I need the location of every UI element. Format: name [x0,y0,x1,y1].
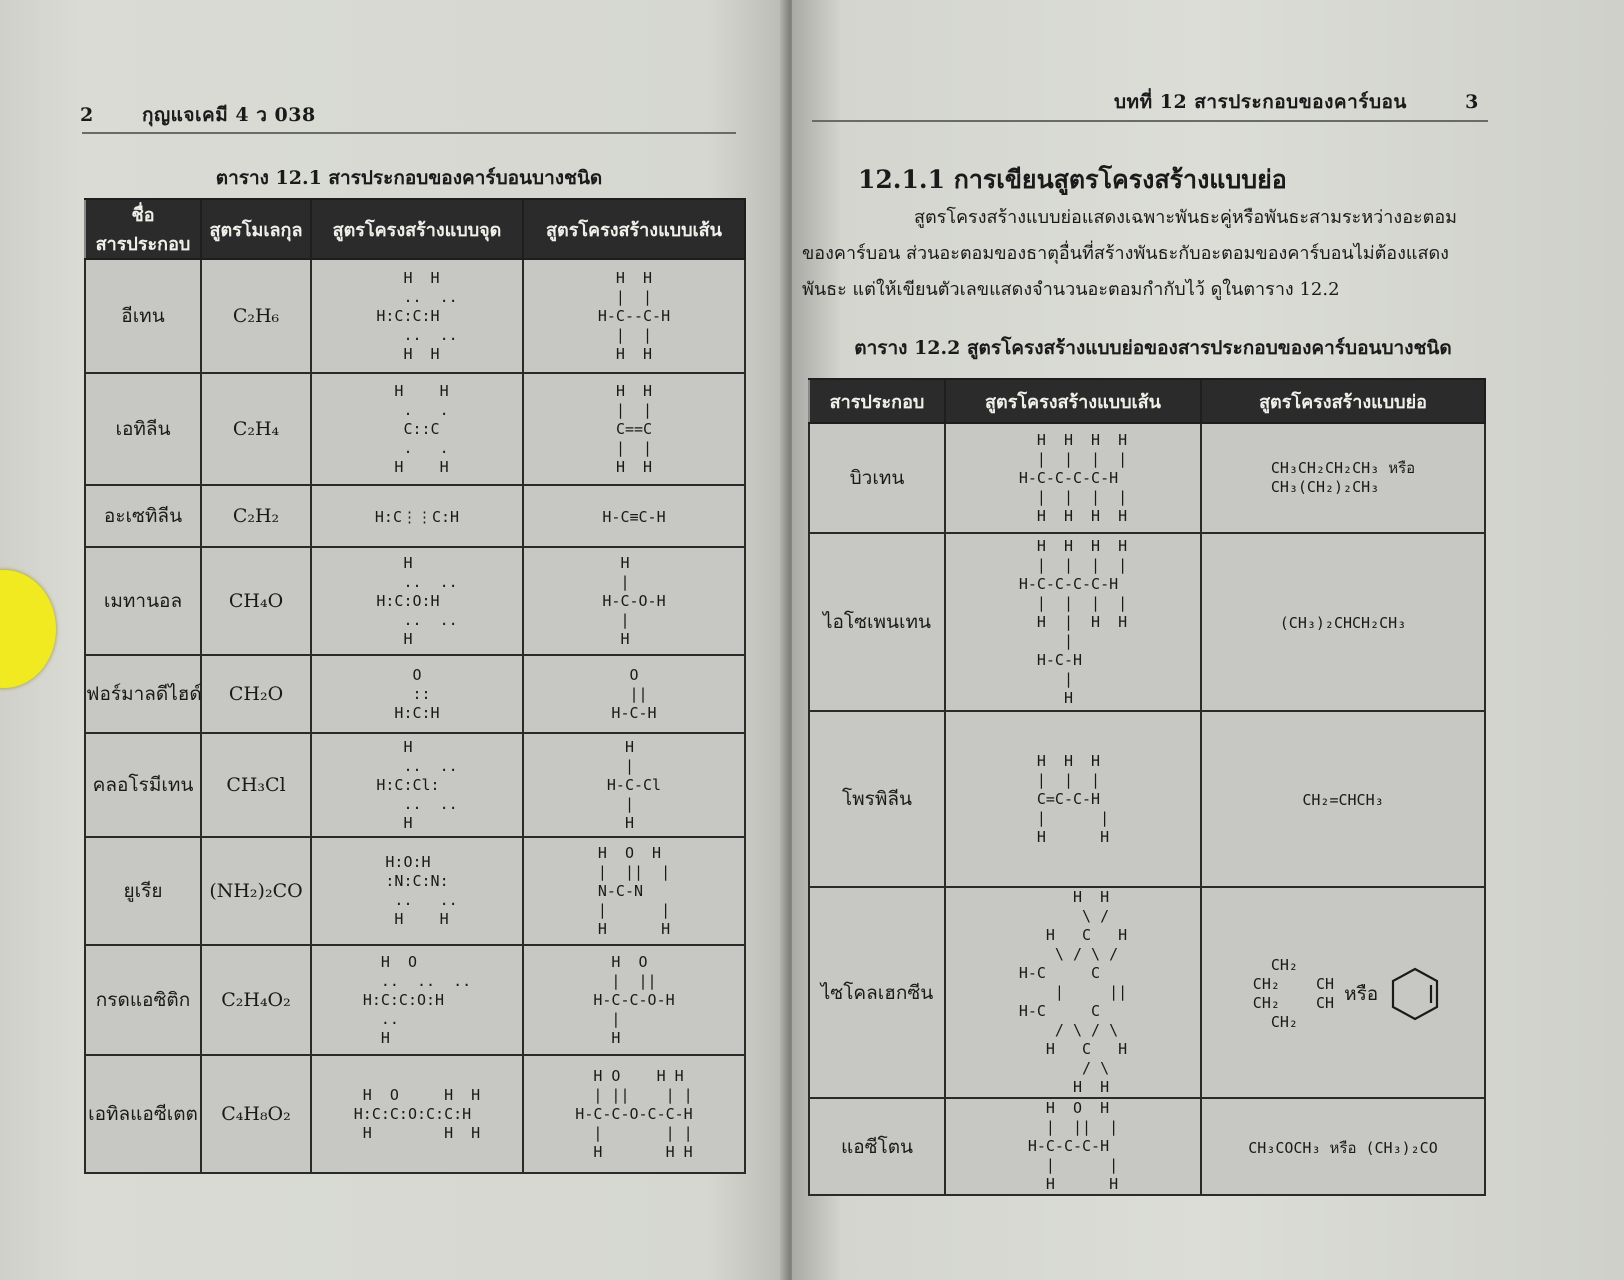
dot-formula: H .. .. H:C:Cl: .. .. H [376,737,458,832]
section-title: 12.1.1 การเขียนสูตรโครงสร้างแบบย่อ [858,165,1287,194]
condensed-formula: CH₃CH₂CH₂CH₃ หรือ CH₃(CH₂)₂CH₃ [1270,459,1416,496]
dot-cell [311,259,523,373]
line-formula: H H H H | | | | H-C-C-C-C-H | | | | H H H H [1018,430,1128,525]
condensed-formula: CH₂ CH₂ CH CH₂ CH CH₂ [1252,956,1335,1031]
dot-cell [311,373,523,485]
line-cell [945,887,1201,1098]
column-header: สูตรโครงสร้างแบบเส้น [945,379,1201,423]
column-header: สารประกอบ [809,379,945,423]
column-header: ชื่อสารประกอบ [85,199,201,259]
line-cell [523,733,745,837]
dot-cell [311,485,523,547]
line-cell [523,373,745,485]
name-cell: กรดแอซิติก [85,945,201,1055]
line-formula: H H H | | | C=C-C-H | | H H [1036,751,1110,846]
line-cell [523,259,745,373]
dot-cell [311,1055,523,1173]
line-formula: H | H-C-Cl | H [606,737,662,832]
table-header-row [85,199,745,259]
header-rule [812,120,1488,122]
line-formula: H O H | || | H-C-C-C-H | | H H [1027,1099,1119,1193]
table-row [809,1098,1485,1195]
name-cell: อีเทน [85,259,201,373]
name-cell: บิวเทน [809,423,945,533]
running-title: กุญแจเคมี 4 ว 038 [141,104,316,126]
line-cell [523,837,745,945]
dot-cell [311,733,523,837]
table-row [85,733,745,837]
column-header: สูตรโครงสร้างแบบเส้น [523,199,745,259]
name-cell: เอทิลีน [85,373,201,485]
table-row [85,837,745,945]
line-cell [523,655,745,733]
line-formula: H O H | || | N-C-N | | H H [597,843,671,938]
line-formula: H O H H | || | | H-C-C-O-C-C-H | | | H H H [575,1066,693,1161]
dot-cell [311,837,523,945]
dot-cell [311,547,523,655]
line-formula: H O | || H-C-C-O-H | H [593,952,675,1047]
line-formula: H | H-C-O-H | H [602,553,666,648]
paragraph-line: ของคาร์บอน ส่วนอะตอมของธาตุอื่นที่สร้างพันธะกับอะตอมของคาร์บอนไม่ต้องแสดง [802,243,1449,264]
mf-cell: CH₂O [201,655,311,733]
line-cell [945,1098,1201,1195]
name-cell: แอซีโตน [809,1098,945,1195]
table-row [809,711,1485,887]
line-cell [523,945,745,1055]
column-header: สูตรโครงสร้างแบบย่อ [1201,379,1485,423]
table-row [809,887,1485,1098]
name-cell: ไอโซเพนเทน [809,533,945,711]
table-row [809,423,1485,533]
line-formula: H H | | C==C | | H H [615,381,653,476]
table-row [809,533,1485,711]
running-title: บทที่ 12 สารประกอบของคาร์บอน [1114,91,1407,113]
line-cell [523,1055,745,1173]
header-rule [82,132,736,134]
name-cell: คลอโรมีเทน [85,733,201,837]
mf-cell: C₂H₄ [201,373,311,485]
table-row [85,485,745,547]
line-formula: O || H-C-H [611,665,657,722]
condensed-formula: (CH₃)₂CHCH₂CH₃ [1279,614,1407,632]
name-cell: เอทิลแอซีเตต [85,1055,201,1173]
column-header: สูตรโมเลกุล [201,199,311,259]
left-page [0,0,788,1280]
page-header-right [1114,87,1479,117]
table-row [85,1055,745,1173]
name-cell: เมทานอล [85,547,201,655]
paragraph-line: สูตรโครงสร้างแบบย่อแสดงเฉพาะพันธะคู่หรือพันธะสามระหว่างอะตอม [914,207,1458,228]
mf-cell: C₄H₈O₂ [201,1055,311,1173]
mf-cell: C₂H₂ [201,485,311,547]
cyclohexene-ring-icon [1388,965,1442,1023]
dot-formula: H:C⋮⋮C:H [374,508,460,526]
dot-formula: H O .. .. .. H:C:C:O:H .. H [362,952,472,1047]
line-formula: H-C≡C-H [602,508,666,526]
page-header-left [80,100,316,130]
line-cell [523,547,745,655]
line-cell [945,711,1201,887]
line-formula: H H \ / H C H \ / \ / H-C C | || H-C C / \ / \ H C H / \ H H [1018,888,1128,1096]
condensed-formula-table [808,378,1486,1196]
table-row [85,259,745,373]
line-formula: H H H H | | | | H-C-C-C-C-H | | | | H | H H | H-C-H | H [1018,536,1128,707]
dot-cell [311,945,523,1055]
condensed-cell [1201,1098,1485,1195]
mf-cell: C₂H₆ [201,259,311,373]
mf-cell: CH₃Cl [201,733,311,837]
name-cell: ฟอร์มาลดีไฮด์ [85,655,201,733]
name-cell: ยูเรีย [85,837,201,945]
paragraph-line: พันธะ แต่ให้เขียนตัวเลขแสดงจำนวนอะตอมกำกับไว้ ดูในตาราง 12.2 [802,279,1340,300]
dot-formula: H H . . C::C . . H H [394,381,449,476]
condensed-cell [1201,711,1485,887]
page-number: 3 [1465,91,1479,113]
line-cell [945,423,1201,533]
condensed-formula: CH₂=CHCH₃ [1302,791,1384,809]
mf-cell: (NH₂)₂CO [201,837,311,945]
name-cell: อะเซทิลีน [85,485,201,547]
dot-formula: H H .. .. H:C:C:H .. .. H H [376,268,458,363]
dot-formula: O :: H:C:H [394,665,440,722]
column-header: สูตรโครงสร้างแบบจุด [311,199,523,259]
line-cell [523,485,745,547]
dot-formula: H .. .. H:C:O:H .. .. H [376,553,458,648]
table-row [85,373,745,485]
mf-cell: CH₄O [201,547,311,655]
table-row [85,547,745,655]
table-row [85,945,745,1055]
table-caption: ตาราง 12.2 สูตรโครงสร้างแบบย่อของสารประกอบของคาร์บอนบางชนิด [854,337,1452,359]
dot-formula: H O H H H:C:C:O:C:C:H H H H [353,1085,481,1142]
dot-formula: H:O:H :N:C:N: .. .. H H [385,853,458,928]
body-paragraph [802,200,1482,308]
ring-formula-group [1244,956,1442,1032]
condensed-cell [1201,887,1485,1098]
name-cell: โพรพิลีน [809,711,945,887]
right-page [792,0,1624,1280]
condensed-formula: CH₃COCH₃ หรือ (CH₃)₂CO [1248,1138,1438,1157]
line-formula: H H | | H-C--C-H | | H H [597,268,671,363]
name-cell: ไซโคลเฮกซีน [809,887,945,1098]
dot-cell [311,655,523,733]
page-number: 2 [80,104,94,126]
line-cell [945,533,1201,711]
condensed-cell [1201,533,1485,711]
alt-word: หรือ [1344,983,1379,1005]
table-row [85,655,745,733]
mf-cell: C₂H₄O₂ [201,945,311,1055]
condensed-cell [1201,423,1485,533]
yellow-sticker [0,570,56,688]
table-caption: ตาราง 12.1 สารประกอบของคาร์บอนบางชนิด [215,167,603,189]
table-header-row [809,379,1485,423]
compounds-table [84,198,746,1174]
